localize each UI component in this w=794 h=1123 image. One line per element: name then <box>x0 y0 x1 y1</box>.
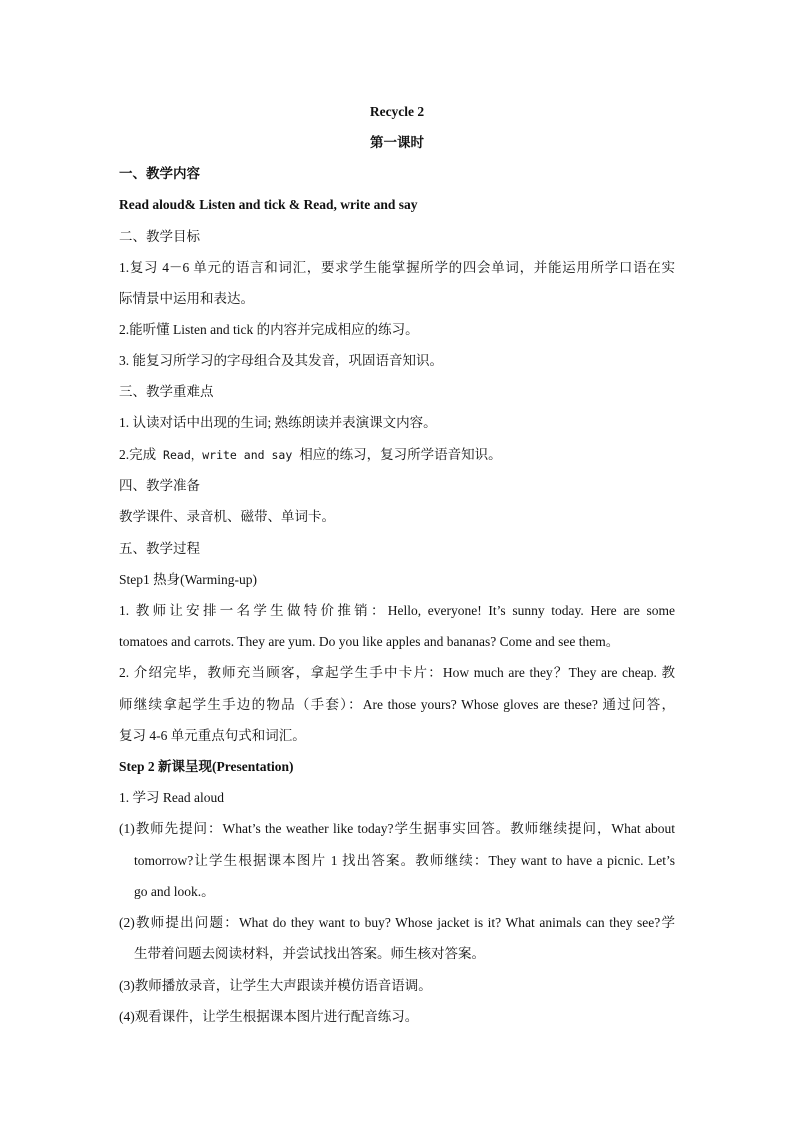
section-3-heading: 三、教学重难点 <box>119 384 214 399</box>
key-point-2-prefix: 2.完成 <box>119 447 157 462</box>
step-2-d: (4)观看课件，让学生根据课本图片进行配音练习。 <box>119 1009 419 1024</box>
key-point-2-activity: Read，write and say <box>156 448 300 462</box>
step-1-para-2-line-3: 复习 4-6 单元重点句式和词汇。 <box>119 728 306 743</box>
step-2-b-line-2: 生带着问题去阅读材料，并尝试找出答案。师生核对答案。 <box>134 946 485 961</box>
step-2-heading: Step 2 新课呈现(Presentation) <box>119 759 294 774</box>
goal-1-line-1: 1.复习 4－6 单元的语言和词汇，要求学生能掌握所学的四会单词，并能运用所学口语在实 <box>119 260 675 275</box>
goal-3: 3. 能复习所学习的字母组合及其发音，巩固语音知识。 <box>119 353 443 368</box>
step-2-a-line-3: go and look.。 <box>134 884 215 899</box>
step-2-item-1: 1. 学习 Read aloud <box>119 790 224 805</box>
step-1-para-2-line-1: 2. 介绍完毕，教师充当顾客，拿起学生手中卡片：How much are they？They are cheap. 教 <box>119 665 675 680</box>
step-2-c: (3)教师播放录音，让学生大声跟读并模仿语音语调。 <box>119 978 432 993</box>
step-2-a-line-2: tomorrow?让学生根据课本图片 1 找出答案。教师继续：They want to have a picnic. Let’s <box>134 853 675 868</box>
section-4-heading: 四、教学准备 <box>119 478 200 493</box>
section-1-heading: 一、教学内容 <box>119 166 200 181</box>
section-2-heading: 二、教学目标 <box>119 229 200 244</box>
goal-2: 2.能听懂 Listen and tick 的内容并完成相应的练习。 <box>119 322 419 337</box>
document-title: Recycle 2 <box>369 104 425 119</box>
step-1-para-2-line-2: 师继续拿起学生手边的物品（手套）：Are those yours? Whose gloves are these? 通过问答， <box>119 697 675 712</box>
key-point-2 <box>119 446 675 464</box>
step-1-para-1-line-2: tomatoes and carrots. They are yum. Do you like apples and bananas? Come and see them。 <box>119 634 620 649</box>
step-2-a-line-1: (1)教师先提问：What’s the weather like today?学生据事实回答。教师继续提问，What about <box>119 821 675 836</box>
section-5-heading: 五、教学过程 <box>119 541 200 556</box>
section-1-content: Read aloud& Listen and tick & Read, write and say <box>119 197 418 212</box>
section-4-content: 教学课件、录音机、磁带、单词卡。 <box>119 509 335 524</box>
goal-1-line-2: 际情景中运用和表达。 <box>119 291 254 306</box>
key-point-1: 1. 认读对话中出现的生词; 熟练朗读并表演课文内容。 <box>119 415 437 430</box>
step-1-para-1-line-1: 1. 教师让安排一名学生做特价推销：Hello, everyone! It’s sunny today. Here are some <box>119 603 675 618</box>
step-1-heading: Step1 热身(Warming-up) <box>119 572 258 587</box>
lesson-subtitle: 第一课时 <box>370 135 424 150</box>
key-point-2-suffix: 相应的练习，复习所学语音知识。 <box>299 447 502 462</box>
step-2-b-line-1: (2)教师提出问题：What do they want to buy? Whose jacket is it? What animals can they see?学 <box>119 915 675 930</box>
